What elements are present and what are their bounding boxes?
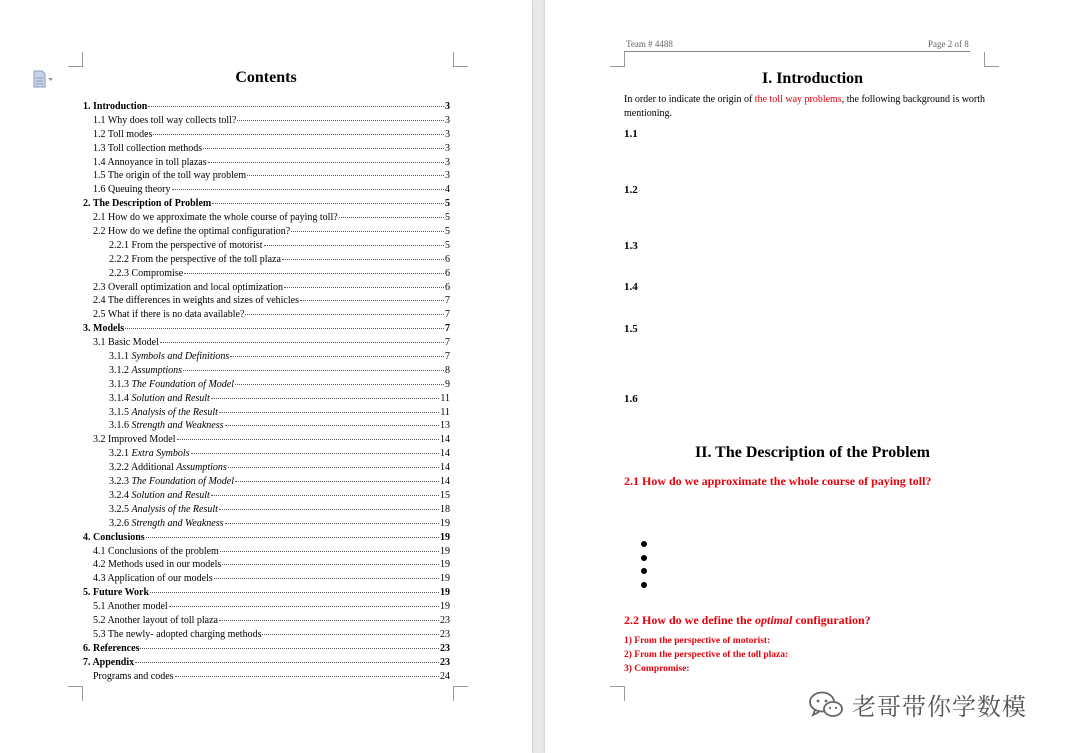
- toc-page-number: 5: [445, 239, 450, 251]
- toc-entry[interactable]: [83, 183, 450, 197]
- toc-entry[interactable]: [83, 128, 450, 142]
- toc-entry[interactable]: [83, 197, 450, 211]
- toc-entry-text: 5. Future Work: [83, 587, 150, 599]
- toc-page-number: 14: [440, 448, 450, 460]
- list-item: 1) From the perspective of motorist:: [624, 636, 771, 646]
- toc-entry-title: [93, 628, 261, 642]
- toc-entry-title: [83, 100, 147, 114]
- toc-entry-title: [109, 350, 229, 364]
- toc-entry-text: 4.2 Methods used in our models: [93, 559, 222, 571]
- toc-page-number: 23: [440, 656, 450, 668]
- toc-page-number: 9: [445, 378, 450, 390]
- toc-entry-text: Extra Symbols: [131, 448, 190, 460]
- toc-entry-text: 1.1 Why does toll way collects toll?: [93, 114, 237, 126]
- subsection-number: 1.5: [624, 323, 638, 335]
- toc-entry-title: [109, 461, 227, 475]
- toc-entry-title: [109, 475, 234, 489]
- section-title-introduction: I. Introduction: [761, 70, 864, 87]
- toc-entry-title: [93, 433, 176, 447]
- toc-entry-text: 2.4 The differences in weights and sizes of vehicles: [93, 295, 299, 307]
- toc-entry-title: [83, 656, 134, 670]
- toc-leader: [160, 342, 444, 343]
- toc-page-number: 5: [445, 198, 450, 210]
- toc-page-number: 7: [445, 323, 450, 335]
- toc-leader: [177, 439, 440, 440]
- toc-leader: [169, 606, 439, 607]
- toc-leader: [153, 134, 444, 135]
- toc-entry[interactable]: [83, 281, 450, 295]
- subsection-number: 1.2: [624, 184, 638, 196]
- bullet-point: [641, 541, 647, 547]
- toc-entry-text: 1.3 Toll collection methods: [93, 142, 203, 154]
- toc-entry-text: 2.3 Overall optimization and local optimization: [93, 281, 283, 293]
- toc-entry[interactable]: [83, 294, 450, 308]
- toc-leader: [211, 398, 440, 399]
- crop-mark: [453, 686, 468, 701]
- toc-entry-text: 2.2.1 From the perspective of motorist: [109, 239, 263, 251]
- toc-entry-text: 1.4 Annoyance in toll plazas: [93, 156, 207, 168]
- toc-entry-text: 1.6 Queuing theory: [93, 184, 171, 196]
- toc-page-number: 3: [445, 142, 450, 154]
- toc-entry-text: 4.1 Conclusions of the problem: [93, 545, 219, 557]
- crop-mark: [68, 52, 83, 67]
- toc-entry[interactable]: [83, 447, 450, 461]
- toc-entry-text: 5.2 Another layout of toll plaza: [93, 614, 218, 626]
- toc-entry[interactable]: [83, 142, 450, 156]
- toc-leader: [245, 314, 444, 315]
- toc-leader: [135, 662, 439, 663]
- toc-entry-text: Strength and Weakness: [131, 420, 224, 432]
- toc-entry-text: Assumptions: [176, 462, 227, 474]
- toc-entry-title: [93, 308, 244, 322]
- toc-leader: [172, 189, 445, 190]
- toc-entry-title: [109, 419, 224, 433]
- table-of-contents: [83, 100, 450, 683]
- toc-entry-text: 2.2 How do we define the optimal configuration?: [93, 226, 291, 238]
- toc-entry-title: [83, 531, 145, 545]
- toc-entry[interactable]: [83, 600, 450, 614]
- toc-leader: [264, 245, 444, 246]
- toc-entry-text: Solution and Result: [131, 489, 210, 501]
- toc-entry[interactable]: [83, 169, 450, 183]
- toc-entry[interactable]: [83, 558, 450, 572]
- list-item: 2) From the perspective of the toll plaza:: [624, 650, 789, 660]
- toc-entry[interactable]: [83, 545, 450, 559]
- header-team: Team # 4488: [626, 39, 673, 49]
- toc-leader: [191, 453, 439, 454]
- toc-entry[interactable]: [83, 614, 450, 628]
- crop-mark: [610, 52, 625, 67]
- toc-entry-title: [83, 586, 149, 600]
- toc-entry[interactable]: [83, 114, 450, 128]
- toc-entry[interactable]: [83, 517, 450, 531]
- toc-entry[interactable]: [83, 225, 450, 239]
- toc-leader: [140, 648, 439, 649]
- toc-page-number: 19: [440, 601, 450, 613]
- toc-leader: [237, 120, 444, 121]
- toc-leader: [203, 148, 444, 149]
- toc-entry-text: The Foundation of Model: [131, 476, 234, 488]
- toc-entry-number: 3.2.1: [109, 448, 129, 460]
- heading-2-1: 2.1 How do we approximate the whole course of paying toll?: [624, 474, 932, 488]
- toc-entry-title: [93, 114, 236, 128]
- toc-leader: [208, 162, 444, 163]
- toc-page-number: 8: [445, 364, 450, 376]
- toc-page-number: 19: [440, 517, 450, 529]
- toc-page-number: 19: [440, 587, 450, 599]
- toc-entry-title: [109, 364, 182, 378]
- toc-page-number: 3: [445, 128, 450, 140]
- toc-page-number: 14: [440, 462, 450, 474]
- toc-entry[interactable]: [83, 656, 450, 670]
- toc-entry[interactable]: [83, 253, 450, 267]
- toc-entry-title: [109, 392, 210, 406]
- toc-entry-title: [93, 169, 246, 183]
- toc-entry-title: [109, 503, 218, 517]
- toc-leader: [228, 467, 439, 468]
- toc-entry-title: [93, 545, 219, 559]
- toc-entry[interactable]: [83, 586, 450, 600]
- toc-entry-number: 3.1.4: [109, 392, 129, 404]
- toc-entry-title: [93, 225, 290, 239]
- toc-page-number: 19: [440, 531, 450, 543]
- toc-page-number: 11: [440, 406, 450, 418]
- toc-page-number: 19: [440, 573, 450, 585]
- toc-leader: [214, 578, 439, 579]
- toc-entry-text: 3. Models: [83, 323, 125, 335]
- toc-leader: [235, 481, 439, 482]
- toc-page-number: 3: [445, 114, 450, 126]
- toc-entry[interactable]: [83, 211, 450, 225]
- crop-mark: [453, 52, 468, 67]
- header-rule: [624, 51, 970, 52]
- toc-entry[interactable]: [83, 489, 450, 503]
- toc-leader: [184, 273, 444, 274]
- toc-entry[interactable]: [83, 670, 450, 684]
- toc-entry-title: [93, 281, 283, 295]
- toc-leader: [150, 592, 439, 593]
- toc-leader: [220, 551, 439, 552]
- toc-page-number: 6: [445, 281, 450, 293]
- toc-entry-number: 3.1.6: [109, 420, 129, 432]
- toc-leader: [175, 676, 439, 677]
- toc-leader: [219, 620, 439, 621]
- toc-page: [0, 0, 532, 753]
- heading-2-2: 2.2 How do we define the optimal configuration?: [624, 613, 871, 627]
- toc-entry-title: [83, 642, 139, 656]
- toc-entry-title: [93, 572, 213, 586]
- toc-leader: [284, 287, 444, 288]
- toc-entry[interactable]: [83, 100, 450, 114]
- toc-entry-text: 3.2 Improved Model: [93, 434, 176, 446]
- toc-page-number: 23: [440, 628, 450, 640]
- toc-entry-text: 2. The Description of Problem: [83, 198, 212, 210]
- crop-mark: [68, 686, 83, 701]
- toc-leader: [219, 509, 439, 510]
- toc-entry-text: 2.5 What if there is no data available?: [93, 309, 245, 321]
- toc-entry-text: 2.2.2 From the perspective of the toll plaza: [109, 253, 281, 265]
- toc-entry-title: [93, 142, 202, 156]
- toc-page-number: 3: [445, 101, 450, 112]
- toc-entry-text: Solution and Result: [131, 392, 210, 404]
- toc-entry-number: 3.1.1: [109, 351, 129, 363]
- subsection-number: 1.3: [624, 240, 638, 252]
- toc-entry-title: [109, 447, 190, 461]
- toc-entry-title: [93, 183, 171, 197]
- toc-entry[interactable]: [83, 433, 450, 447]
- watermark: [808, 687, 1027, 722]
- toc-entry-title: [93, 558, 221, 572]
- toc-page-number: 3: [445, 170, 450, 182]
- toc-page-number: 18: [440, 503, 450, 515]
- toc-entry-title: [93, 336, 159, 350]
- bullet-point: [641, 568, 647, 574]
- subsection-number: 1.1: [624, 128, 638, 140]
- toc-leader: [235, 384, 444, 385]
- toc-entry-text: Assumptions: [131, 364, 183, 376]
- toc-page-number: 7: [445, 351, 450, 363]
- toc-page-number: 24: [440, 670, 450, 682]
- toc-page-number: 15: [440, 489, 450, 501]
- toc-entry-text: 2.2.3 Compromise: [109, 267, 184, 279]
- toc-entry-number: 3.2.5: [109, 503, 129, 515]
- toc-entry[interactable]: [83, 461, 450, 475]
- toc-entry-title: [109, 517, 224, 531]
- toc-entry[interactable]: [83, 308, 450, 322]
- toc-leader: [339, 217, 444, 218]
- toc-entry-text: Symbols and Definitions: [131, 351, 230, 363]
- toc-entry[interactable]: [83, 628, 450, 642]
- toc-entry[interactable]: [83, 336, 450, 350]
- toc-page-number: 23: [440, 642, 450, 654]
- toc-page-number: 7: [445, 337, 450, 349]
- toc-leader: [262, 634, 439, 635]
- toc-page-number: 14: [440, 476, 450, 488]
- subsection-number: 1.4: [624, 281, 638, 293]
- toc-entry-text: Strength and Weakness: [131, 517, 224, 529]
- toc-page-number: 7: [445, 309, 450, 321]
- toc-entry-text: 2.1 How do we approximate the whole course of paying toll?: [93, 212, 338, 224]
- toc-entry-text: 7. Appendix: [83, 656, 135, 668]
- toc-entry-title: [93, 156, 207, 170]
- toc-leader: [148, 106, 444, 107]
- toc-entry-text: 5.1 Another model: [93, 601, 168, 613]
- toc-leader: [211, 495, 439, 496]
- toc-entry-text: 5.3 The newly- adopted charging methods: [93, 628, 262, 640]
- toc-leader: [230, 356, 444, 357]
- list-item: 3) Compromise:: [624, 664, 690, 674]
- toc-entry[interactable]: [83, 350, 450, 364]
- toc-page-number: 11: [440, 392, 450, 404]
- toc-entry-number: 3.1.2: [109, 364, 129, 376]
- toc-leader: [212, 203, 444, 204]
- toc-entry-title: [83, 322, 124, 336]
- toc-entry-number: 3.1.3: [109, 378, 129, 390]
- toc-entry[interactable]: [83, 531, 450, 545]
- toc-entry-title: [109, 406, 218, 420]
- toc-entry[interactable]: [83, 503, 450, 517]
- toc-title: Contents: [235, 69, 297, 86]
- toc-entry-title: [109, 267, 183, 281]
- bullet-point: [641, 555, 647, 561]
- toc-page-number: 7: [445, 295, 450, 307]
- toc-entry-text: The Foundation of Model: [131, 378, 234, 390]
- toc-entry[interactable]: [83, 267, 450, 281]
- toc-entry-title: [109, 378, 234, 392]
- toc-entry[interactable]: [83, 392, 450, 406]
- toc-entry-title: [93, 670, 174, 684]
- toc-entry-title: [93, 614, 218, 628]
- toc-leader: [183, 370, 444, 371]
- toc-entry[interactable]: [83, 239, 450, 253]
- toc-entry-number: 3.2.4: [109, 489, 129, 501]
- highlighted-phrase: the toll way problems: [754, 94, 842, 105]
- toc-page-number: 19: [440, 545, 450, 557]
- toc-entry-number: 3.1.5: [109, 406, 129, 418]
- toc-entry[interactable]: [83, 364, 450, 378]
- crop-mark: [984, 52, 999, 67]
- toc-leader: [247, 175, 444, 176]
- toc-entry-title: [93, 600, 168, 614]
- toc-entry-number: 3.2.3: [109, 476, 129, 488]
- header-page-number: Page 2 of 8: [928, 39, 969, 49]
- bullet-point: [641, 582, 647, 588]
- crop-mark: [610, 686, 625, 701]
- toc-entry-text: 1.2 Toll modes: [93, 128, 153, 140]
- toc-entry-title: [83, 197, 211, 211]
- intro-paragraph: In order to indicate the origin of the toll way problems, the following background is worth mentioning.: [624, 94, 986, 119]
- toc-entry-text: Analysis of the Result: [131, 406, 218, 418]
- subsection-number: 1.6: [624, 393, 638, 405]
- toc-entry[interactable]: [83, 642, 450, 656]
- toc-leader: [300, 300, 444, 301]
- toc-entry-title: [93, 211, 338, 225]
- toc-entry-number: 3.2.2 Additional: [109, 462, 174, 474]
- toc-page-number: 6: [445, 253, 450, 265]
- toc-entry-text: 1. Introduction: [83, 101, 148, 112]
- toc-entry[interactable]: [83, 406, 450, 420]
- wechat-icon: [808, 690, 844, 720]
- toc-entry-text: Analysis of the Result: [131, 503, 218, 515]
- toc-entry-title: [109, 239, 263, 253]
- toc-page-number: 19: [440, 559, 450, 571]
- toc-entry[interactable]: [83, 475, 450, 489]
- toc-entry[interactable]: [83, 419, 450, 433]
- toc-entry-text: 4.3 Application of our models: [93, 573, 213, 585]
- toc-page-number: 3: [445, 156, 450, 168]
- toc-leader: [219, 412, 439, 413]
- toc-page-number: 6: [445, 267, 450, 279]
- toc-leader: [291, 231, 444, 232]
- toc-entry-text: Programs and codes: [93, 670, 174, 682]
- toc-entry[interactable]: [83, 322, 450, 336]
- toc-page-number: 5: [445, 212, 450, 224]
- toc-leader: [282, 259, 444, 260]
- toc-entry-text: 4. Conclusions: [83, 531, 145, 543]
- toc-entry-text: 1.5 The origin of the toll way problem: [93, 170, 247, 182]
- toc-entry[interactable]: [83, 378, 450, 392]
- toc-entry-title: [109, 489, 210, 503]
- watermark-text: 老哥带你学数模: [852, 693, 1027, 721]
- toc-leader: [146, 537, 439, 538]
- toc-entry-text: 3.1 Basic Model: [93, 337, 159, 349]
- toc-entry[interactable]: [83, 156, 450, 170]
- toc-entry-number: 3.2.6: [109, 517, 129, 529]
- toc-page-number: 14: [440, 434, 450, 446]
- toc-page-number: 4: [445, 184, 450, 196]
- toc-page-number: 23: [440, 614, 450, 626]
- section-title-description: II. The Description of the Problem: [695, 444, 930, 461]
- toc-page-number: 13: [440, 420, 450, 432]
- toc-entry[interactable]: [83, 572, 450, 586]
- toc-leader: [225, 523, 439, 524]
- toc-entry-title: [93, 294, 299, 308]
- toc-leader: [125, 328, 444, 329]
- toc-leader: [225, 425, 439, 426]
- toc-entry-title: [93, 128, 152, 142]
- toc-leader: [222, 564, 439, 565]
- toc-entry-text: 6. References: [83, 642, 140, 654]
- toc-entry-title: [109, 253, 281, 267]
- toc-page-number: 5: [445, 226, 450, 238]
